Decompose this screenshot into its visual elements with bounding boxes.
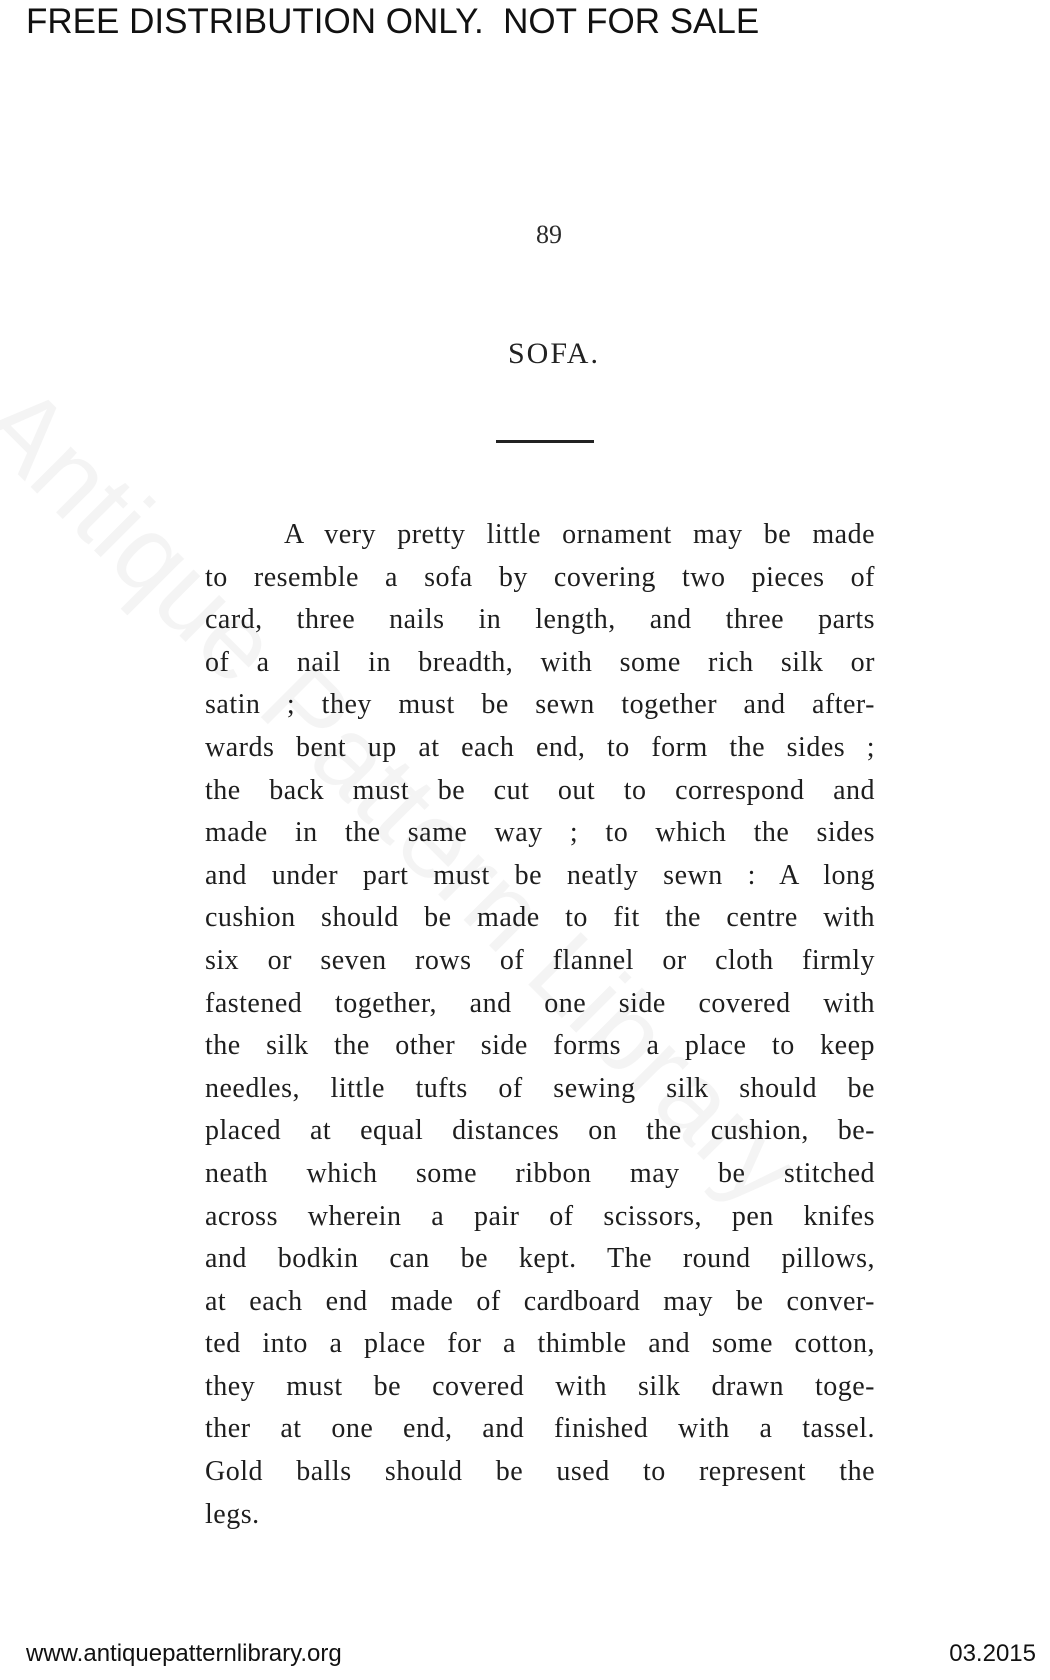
footer-date: 03.2015	[949, 1640, 1036, 1667]
paragraph-line: fastened together, and one side covered with	[205, 987, 875, 1019]
paragraph-line: the back must be cut out to correspond and	[205, 774, 875, 806]
paragraph-line: ther at one end, and finished with a tassel.	[205, 1413, 875, 1445]
paragraph-line: across wherein a pair of scissors, pen knifes	[205, 1200, 875, 1232]
paragraph-line: card, three nails in length, and three parts	[205, 604, 875, 636]
paragraph-line: needles, little tufts of sewing silk should be	[205, 1072, 875, 1104]
paragraph-line: six or seven rows of flannel or cloth firmly	[205, 944, 875, 976]
paragraph-line: Gold balls should be used to represent the	[205, 1456, 875, 1488]
paragraph-line: placed at equal distances on the cushion, be-	[205, 1115, 875, 1147]
distribution-banner: FREE DISTRIBUTION ONLY. NOT FOR SALE	[26, 2, 760, 41]
paragraph-line: satin ; they must be sewn together and after-	[205, 689, 875, 721]
paragraph-line: made in the same way ; to which the sides	[205, 817, 875, 849]
paragraph-line: and bodkin can be kept. The round pillows,	[205, 1243, 875, 1275]
paragraph-line: ted into a place for a thimble and some cotton,	[205, 1328, 875, 1360]
page-title: SOFA.	[508, 337, 600, 370]
paragraph-line: wards bent up at each end, to form the sides ;	[205, 731, 875, 763]
paragraph-line: of a nail in breadth, with some rich silk or	[205, 646, 875, 678]
paragraph-line: legs.	[205, 1498, 260, 1530]
paragraph-line: they must be covered with silk drawn toge-	[205, 1370, 875, 1402]
paragraph-line: cushion should be made to fit the centre with	[205, 902, 875, 934]
page-number: 89	[536, 220, 562, 249]
title-divider	[496, 440, 594, 443]
paragraph-line: neath which some ribbon may be stitched	[205, 1157, 875, 1189]
paragraph-line: the silk the other side forms a place to keep	[205, 1030, 875, 1062]
paragraph-line: and under part must be neatly sewn : A long	[205, 859, 875, 891]
paragraph-line: at each end made of cardboard may be conver-	[205, 1285, 875, 1317]
paragraph-line: A very pretty little ornament may be made	[284, 519, 875, 550]
body-paragraph	[205, 514, 875, 1536]
footer-website: www.antiquepatternlibrary.org	[26, 1640, 342, 1667]
paragraph-line: to resemble a sofa by covering two pieces of	[205, 561, 875, 593]
